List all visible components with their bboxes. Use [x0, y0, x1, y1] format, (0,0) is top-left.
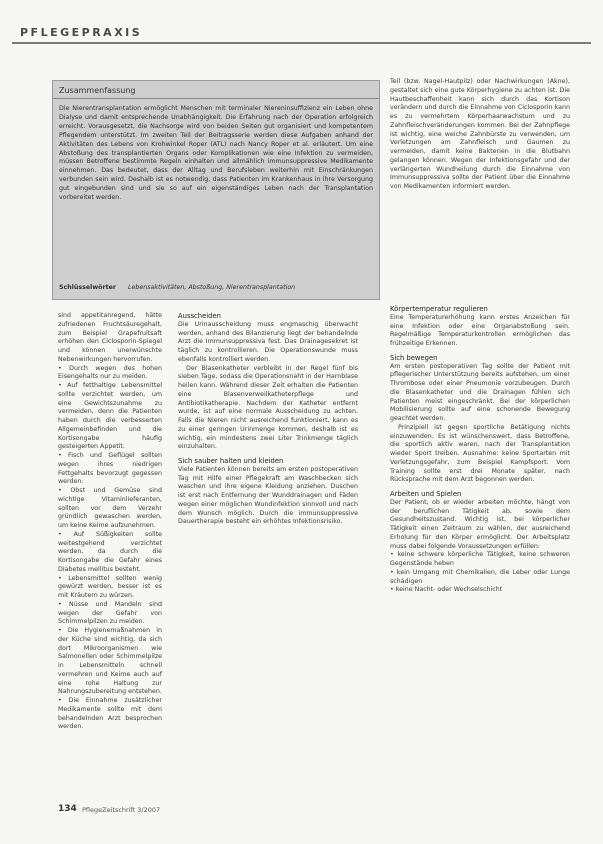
list-item: • keine schwere körperliche Tätigkeit, keine schweren Gegenstände heben — [390, 551, 570, 567]
list-item: • keine Nacht- oder Wechselschicht — [390, 586, 503, 594]
section-title: PFLEGEPRAXIS — [20, 26, 143, 39]
paragraph: Eine Temperaturerhöhung kann erstes Anzeichen für eine Infektion oder eine Organabstoßung sein. Regelmäßige Temperaturkontrollen ermöglichen das frühzeitige Erkennen. — [390, 313, 570, 347]
list-item: • Auf Süßigkeiten sollte weitestgehend verzichtet werden, da durch die Kortisongabe die Gefahr eines Diabetes mellitus besteht. — [58, 530, 162, 573]
header-divider — [12, 42, 591, 44]
subheading-arbeiten: Arbeiten und Spielen — [390, 490, 462, 498]
subheading-ausscheiden: Ausscheiden — [178, 312, 221, 320]
list-item: • Nüsse und Mandeln sind wegen der Gefahr von Schimmelpilzen zu meiden. — [58, 600, 162, 626]
journal-reference: PflegeZeitschrift 3/2007 — [82, 806, 161, 814]
paragraph: Die Urinausscheidung muss engmaschig überwacht werden, anhand des Bilanzierung liegt der behandelnde Arzt die Immunsuppressiva fest. Das Drainagesekret ist täglich zu kontrollieren. Die Operationswunde muss ebenfalls kontrolliert werden. — [178, 320, 358, 363]
paragraph: Der Patient, ob er wieder arbeiten möchte, hängt von der beruflichen Tätigkeit ab, sowie dem Gesundheitszustand. Wichtig ist, bei körperlicher Tätigkeit einen Zeitraum zu wählen, der ausreichend Erholung für den Körper ermöglicht. Der Arbeitsplatz muss dabei folgende Voraussetzungen erfüllen: — [390, 498, 570, 550]
keywords-line — [59, 284, 373, 291]
summary-divider — [53, 98, 379, 99]
subheading-bewegen: Sich bewegen — [390, 353, 438, 362]
column-left — [58, 312, 162, 732]
summary-heading: Zusammenfassung — [59, 86, 136, 95]
paragraph: Viele Patienten können bereits am ersten postoperativen Tag mit Hilfe einer Pflegekraft am Waschbecken sich waschen und ihre eigene Kleidung anziehen. Duschen ist erst nach Entfernung der Wunddrainagen und Fäden wegen einer möglichen Wundinfektion sinnvoll und nach dem Wunsch möglich. Durch die immunsuppressive Dauertherapie besteht ein erhöhtes Infektionsrisiko. — [178, 465, 358, 526]
keywords-values: Lebensaktivitäten, Abstoßung, Nierentransplantation — [127, 284, 296, 291]
list-item: • Die Einnahme zusätzlicher Medikamente sollte mit dem behandelnden Arzt besprochen werden. — [58, 697, 162, 731]
paragraph: sind appetitanregend, hätte zufriedenen Fruchtsäuregehalt, zum Beispiel Grapefruitsaft erhöhen den Ciclosporin-Spiegel und können unerwünschte Nebenwirkungen hervorrufen. — [58, 312, 162, 363]
column-right — [390, 300, 570, 595]
page-number: 134 — [58, 804, 77, 814]
paragraph: Am ersten postoperativen Tag sollte der Patient mit pflegerischer Unterstützung bereits aufstehen, um einer Thrombose oder einer Pneumonie vorzubeugen. Durch die Blasenkatheter und die Drainagen fühlen sich Patienten meist eingeschränkt. Bei der körperlichen Mobilisierung sollte auf eine schonende Bewegung geachtet werden. — [390, 362, 570, 422]
paragraph: Prinzipiell ist gegen sportliche Betätigung nichts einzuwenden. Es ist wünschenswert, dass Betroffene, die sportlich aktiv waren, nach der Transplantation wieder Sport treiben. Ausnahme: keine Sportarten mit Verletzungsgefahr, zum Beispiel Kampfsport. Vom Training sollte erst drei Monate später, nach Rücksprache mit dem Arzt begonnen werden. — [390, 423, 570, 484]
subheading-koerpertemperatur: Körpertemperatur regulieren — [390, 305, 488, 313]
summary-box — [52, 80, 380, 300]
list-item: • Fisch und Geflügel sollten wegen ihres niedrigen Fettgehalts bevorzugt gegessen werden. — [58, 452, 162, 486]
list-item: • Auf fetthaltige Lebensmittel sollte verzichtet werden, um eine Gewichtszunahme zu vermeiden, denn die Patienten haben durch die verbesserten Allgemeinbefinden und die Kortisongabe häufig gesteigerten Appetit. — [58, 382, 162, 451]
column-middle — [178, 312, 358, 527]
list-item: • Die Hygienemaßnahmen in der Küche sind wichtig, da sich dort Mikroorganismen wie Salmonellen oder Schimmelpilze in Lebensmitteln schnell vermehren und Keime auch auf eine rohe Haltung zur Nahrungszubereitung entstehen. — [58, 627, 162, 696]
list-item: • Lebensmittel sollten wenig gewürzt werden, besser ist es mit Kräutern zu würzen. — [58, 574, 162, 599]
paragraph: Der Blasenkatheter verbleibt in der Regel fünf bis sieben Tage, sodass die Operationsnaht in der Harnblase heilen kann. Während dieser Zeit erhalten die Patienten eine Blasenverweilkatheterpflege und Antibiotikatherapie. Nachdem der Katheter entfernt wurde, ist auf eine normale Ausscheidung zu achten. Falls die Nieren nicht ausreichend funktioniert, kann es zu einer geringen Urinmenge kommen, deshalb ist es wichtig, ein mindestens zwei Liter Trinkmenge täglich einzuhalten. — [178, 364, 358, 451]
summary-text: Die Nierentransplantation ermöglicht Menschen mit terminaler Niereninsuffizienz ein Leben ohne Dialyse und damit entsprechende Unabhängigkeit. Die Erfahrung nach der Operation erfolgreich erreicht. Vorausgesetzt, die Nachsorge wird von beiden Seiten gut organisiert und kompetentem Pflegendem unterstützt. Im zweiten Teil der Beitragsserie werden diese Aufgaben anhand der Aktivitäten des Lebens von Krohwinkel Roper (ATL) nach Nancy Roper et al. erläutert. Um eine Abstoßung des transplantierten Organs oder Komplikationen wie eine Infektion zu vermeiden, müssen Betroffene bestimmte Regeln einhalten und allmählich immunsuppressive Medikamente einnehmen. Das bedeutet, dass der Alltag und Berufsleben weiterhin mit Einschränkungen verbunden sein wird. Deshalb ist es notwendig, dass Patienten im Krankenhaus in ihre Versorgung gut eingebunden sind und sie so auf ein eigenständiges Leben nach der Transplantation vorbereitet werden. — [59, 105, 373, 202]
subheading-sauber-halten: Sich sauber halten und kleiden — [178, 457, 284, 465]
list-item: • kein Umgang mit Chemikalien, die Leber oder Lunge schädigen — [390, 568, 570, 585]
list-item: • Durch wegen des hohen Eisengehalts nur zu meiden. — [58, 364, 162, 381]
keywords-label: Schlüsselwörter — [59, 284, 116, 291]
list-item: • Obst und Gemüse sind wichtige Vitaminlieferanten, sollten vor dem Verzehr gründlich gewaschen werden, um keine Keime aufzunehmen. — [58, 487, 162, 529]
column-right-top: Teil (bzw. Nagel-Hautpilz) oder Nachwirkungen (Akne), gestaltet sich eine gute Körperhygiene zu achten ist. Die Hautbeschaffenheit kann sich durch das Kortison verändern und durch die Einnahme von Ciclosporin kann es zu vermehrtem Körperhaarwachstum und zu Zahnfleischveränderungen kommen. Bei der Zahnpflege ist wichtig, eine weiche Zahnbürste zu verwenden, um Verletzungen am Zahnfleisch und Gaumen zu vermeiden, damit keine Bakterien in die Blutbahn gelangen können. Wegen der Infektionsgefahr und der verlängerten Wundheilung durch die Einnahme von Immunsuppressiva sollte der Patient über die Einnahme von Medikamenten informiert werden. — [390, 78, 570, 190]
